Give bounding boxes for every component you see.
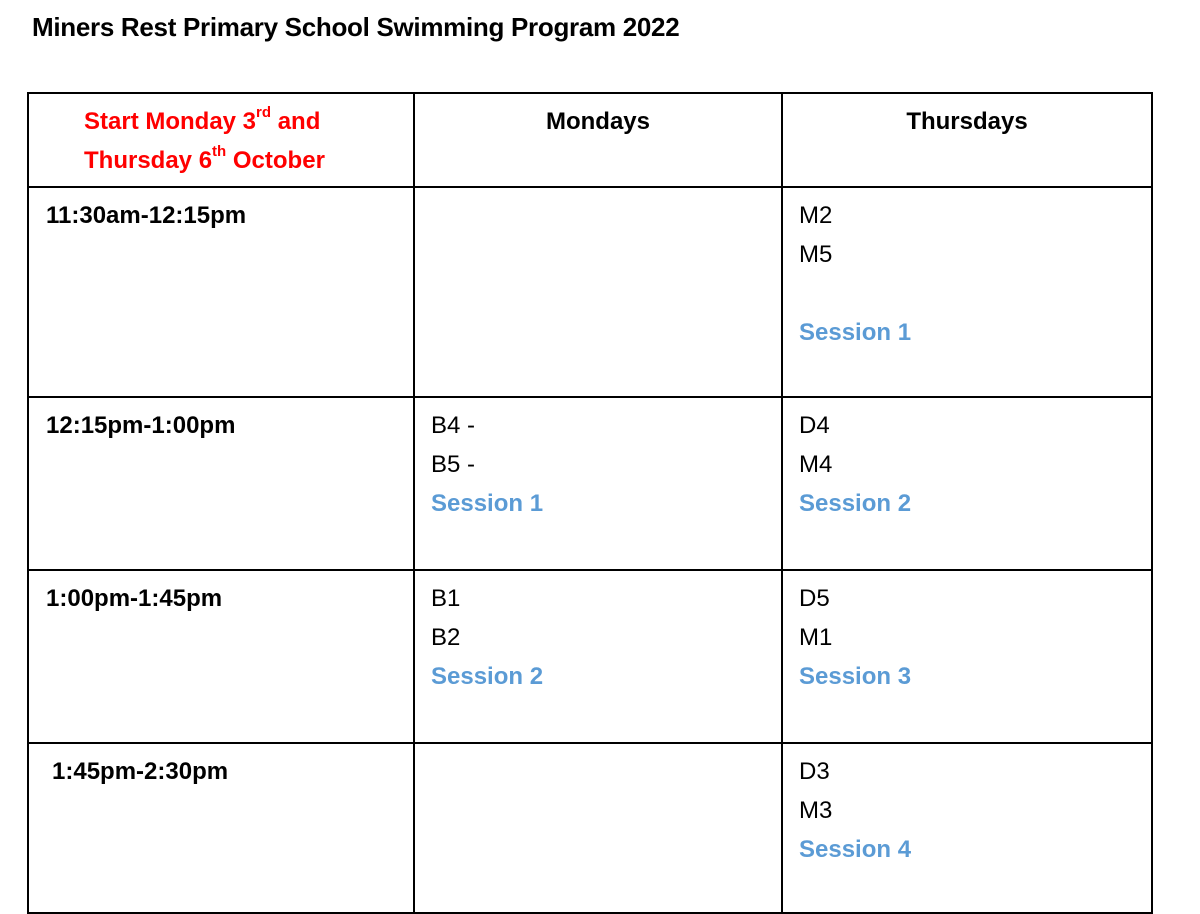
monday-groups-cell xyxy=(414,397,782,570)
monday-groups-cell xyxy=(414,570,782,743)
monday-groups-cell xyxy=(414,187,782,397)
start-line2-superscript: th xyxy=(212,143,227,160)
group-label: B5 - xyxy=(431,451,476,478)
group-label: M4 xyxy=(799,451,833,478)
time-slot-cell: 1:00pm-1:45pm xyxy=(28,570,414,743)
session-label: Session 2 xyxy=(799,490,912,517)
group-label: M2 xyxy=(799,202,833,229)
time-slot-cell: 11:30am-12:15pm xyxy=(28,187,414,397)
session-label: Session 1 xyxy=(799,319,912,346)
column-header-thursdays: Thursdays xyxy=(782,93,1152,187)
start-line1-text: Start Monday 3 xyxy=(84,108,257,135)
group-label: B2 xyxy=(431,624,461,651)
thursday-groups-cell xyxy=(782,187,1152,397)
page-title: Miners Rest Primary School Swimming Program 2022 xyxy=(32,12,680,42)
table-header-row xyxy=(28,93,1152,187)
group-label: M1 xyxy=(799,624,833,651)
group-label: M5 xyxy=(799,241,833,268)
group-label: B1 xyxy=(431,585,461,612)
table-row xyxy=(28,187,1152,397)
table-row xyxy=(28,570,1152,743)
group-label: B4 - xyxy=(431,412,476,439)
start-line1-suffix: and xyxy=(271,108,321,135)
thursday-groups-cell xyxy=(782,397,1152,570)
session-label: Session 4 xyxy=(799,836,912,863)
monday-groups-cell xyxy=(414,743,782,913)
time-slot-cell: 1:45pm-2:30pm xyxy=(28,743,414,913)
start-dates-note xyxy=(29,94,325,180)
session-label: Session 2 xyxy=(431,663,544,690)
start-dates-cell xyxy=(28,93,414,187)
start-line1-superscript: rd xyxy=(256,104,272,121)
time-slot-cell: 12:15pm-1:00pm xyxy=(28,397,414,570)
group-label: D5 xyxy=(799,585,830,612)
table-row xyxy=(28,397,1152,570)
group-label: D4 xyxy=(799,412,830,439)
group-label: D3 xyxy=(799,758,830,785)
start-line2-suffix: October xyxy=(226,147,325,174)
session-label: Session 1 xyxy=(431,490,544,517)
table-row xyxy=(28,743,1152,913)
thursday-groups-cell xyxy=(782,743,1152,913)
session-label: Session 3 xyxy=(799,663,912,690)
thursday-groups-cell xyxy=(782,570,1152,743)
group-label: M3 xyxy=(799,797,833,824)
swimming-schedule-table xyxy=(27,92,1153,914)
start-line2-text: Thursday 6 xyxy=(84,147,213,174)
column-header-mondays: Mondays xyxy=(414,93,782,187)
